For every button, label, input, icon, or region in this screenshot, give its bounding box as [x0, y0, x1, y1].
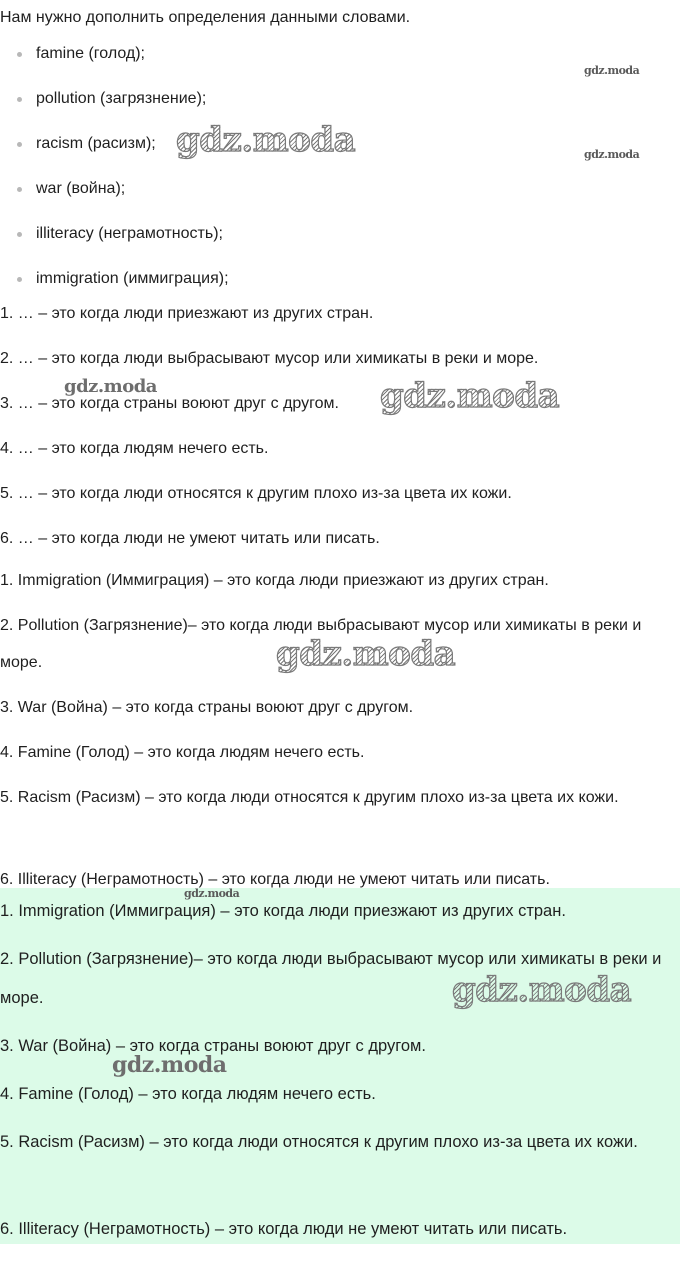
word-label: pollution (загрязнение);: [36, 90, 207, 107]
bullet-icon: [17, 232, 22, 237]
watermark: gdz.moda: [584, 148, 640, 161]
answer-line: 5. Racism (Расизм) – это когда люди относятся к другим плохо из-за цвета их кожи.: [0, 789, 619, 806]
bullet-icon: [17, 187, 22, 192]
answer-line: 1. Immigration (Иммиграция) – это когда люди приезжают из других стран.: [0, 902, 566, 920]
watermark: gdz.moda: [452, 970, 632, 1010]
answer-line: 2. Pollution (Загрязнение)– это когда люди выбрасывают мусор или химикаты в реки и море.: [0, 617, 642, 671]
question-line: 2. … – это когда люди выбрасывают мусор или химикаты в реки и море.: [0, 350, 539, 367]
answer-line: 3. War (Война) – это когда страны воюют друг с другом.: [0, 699, 414, 716]
bullet-icon: [17, 52, 22, 57]
questions-block: [0, 302, 680, 572]
list-item: [0, 42, 229, 87]
answer-line: 3. War (Война) – это когда страны воюют друг с другом.: [0, 1037, 426, 1055]
answer-line: 2. Pollution (Загрязнение)– это когда люди выбрасывают мусор или химикаты в реки и море.: [0, 950, 662, 1007]
answer-line: 6. Illiteracy (Неграмотность) – это когда люди не умеют читать или писать.: [0, 871, 550, 888]
answer-line: 4. Famine (Голод) – это когда людям нечего есть.: [0, 1085, 376, 1103]
question-line: 5. … – это когда люди относятся к другим плохо из-за цвета их кожи.: [0, 485, 512, 502]
word-label: illiteracy (неграмотность);: [36, 225, 223, 242]
watermark: gdz.moda: [380, 376, 560, 416]
answers-block: [0, 562, 680, 906]
word-label: immigration (иммиграция);: [36, 270, 229, 287]
word-label: war (война);: [36, 180, 126, 197]
watermark: gdz.moda: [176, 120, 356, 160]
intro-text: Нам нужно дополнить определения данными словами.: [0, 9, 411, 26]
watermark: gdz.moda: [584, 64, 640, 77]
answer-line: 4. Famine (Голод) – это когда людям нечего есть.: [0, 744, 365, 761]
list-item: [0, 177, 229, 222]
question-line: 6. … – это когда люди не умеют читать или писать.: [0, 530, 380, 547]
question-line: 4. … – это когда людям нечего есть.: [0, 440, 269, 457]
question-line: 3. … – это когда страны воюют друг с другом.: [0, 395, 339, 412]
word-list: [0, 42, 229, 312]
word-label: famine (голод);: [36, 45, 145, 62]
question-line: 1. … – это когда люди приезжают из других стран.: [0, 305, 374, 322]
answer-line: 1. Immigration (Иммиграция) – это когда люди приезжают из других стран.: [0, 572, 549, 589]
watermark: gdz.moda: [184, 887, 240, 900]
bullet-icon: [17, 97, 22, 102]
watermark: gdz.moda: [64, 376, 157, 397]
watermark: gdz.moda: [276, 634, 456, 674]
word-label: racism (расизм);: [36, 135, 156, 152]
watermark: gdz.moda: [112, 1052, 227, 1078]
answer-line: 5. Racism (Расизм) – это когда люди относятся к другим плохо из-за цвета их кожи.: [0, 1133, 638, 1151]
answer-line: 6. Illiteracy (Неграмотность) – это когда люди не умеют читать или писать.: [0, 1220, 568, 1238]
list-item: [0, 222, 229, 267]
bullet-icon: [17, 142, 22, 147]
highlighted-answers-block: [0, 892, 680, 1258]
bullet-icon: [17, 277, 22, 282]
